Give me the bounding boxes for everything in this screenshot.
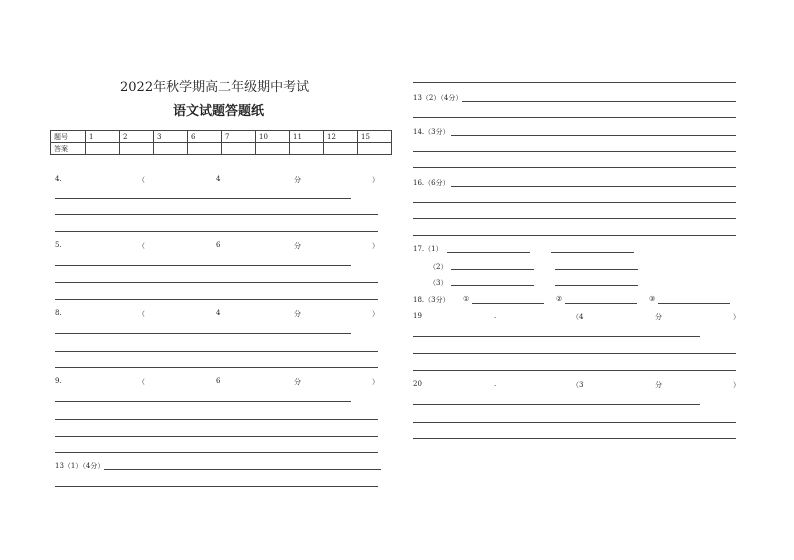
question-8-paren-close: ） bbox=[372, 310, 379, 318]
question-19-unit: 分 bbox=[655, 313, 662, 321]
answer-line[interactable] bbox=[413, 151, 736, 152]
question-18-choice-2: ② bbox=[556, 295, 563, 303]
answer-line[interactable] bbox=[462, 101, 736, 102]
page-title: 2022年秋学期高二年级期中考试 bbox=[120, 80, 310, 95]
question-5-unit: 分 bbox=[294, 242, 301, 250]
question-20-unit: 分 bbox=[655, 381, 662, 389]
answer-line[interactable] bbox=[413, 370, 736, 371]
question-5-paren-close: ） bbox=[372, 242, 379, 250]
question-8-number: 8. bbox=[55, 309, 62, 317]
answer-line[interactable] bbox=[413, 202, 736, 203]
answer-line[interactable] bbox=[55, 231, 378, 232]
question-18-choice-1: ① bbox=[463, 295, 470, 303]
answer-line[interactable] bbox=[55, 401, 351, 402]
question-17-2-label: （2） bbox=[429, 263, 448, 271]
table-cell-number: 11 bbox=[290, 131, 324, 143]
page-subtitle: 语文试题答题纸 bbox=[173, 104, 265, 119]
question-20-number: 20 bbox=[413, 380, 422, 388]
question-13-1-label: 13（1）（4分） bbox=[55, 462, 105, 470]
table-row-label: 答案 bbox=[51, 143, 86, 155]
answer-line[interactable] bbox=[555, 285, 638, 286]
question-20-score: （3 bbox=[572, 381, 584, 389]
question-13-2-label: 13（2）（4分） bbox=[413, 94, 463, 102]
answer-line[interactable] bbox=[413, 167, 736, 168]
question-4-paren-open: （ bbox=[138, 176, 145, 184]
question-9-unit: 分 bbox=[294, 378, 301, 386]
answer-cell[interactable] bbox=[222, 143, 256, 155]
question-14-label: 14.（3分） bbox=[413, 128, 450, 136]
answer-line[interactable] bbox=[55, 265, 351, 266]
question-17-3-label: （3） bbox=[429, 279, 448, 287]
question-5-number: 5. bbox=[55, 241, 62, 249]
question-20-paren-close: ） bbox=[733, 381, 740, 389]
answer-line[interactable] bbox=[658, 303, 730, 304]
answer-line[interactable] bbox=[413, 353, 736, 354]
answer-line[interactable] bbox=[55, 367, 378, 368]
table-cell-number: 10 bbox=[256, 131, 290, 143]
answer-cell[interactable] bbox=[154, 143, 188, 155]
question-9-number: 9. bbox=[55, 377, 62, 385]
question-18-label: 18.（3分） bbox=[413, 296, 450, 304]
answer-line[interactable] bbox=[55, 436, 378, 437]
table-cell-number: 6 bbox=[188, 131, 222, 143]
question-9-paren-close: ） bbox=[372, 378, 379, 386]
table-cell-number: 1 bbox=[86, 131, 120, 143]
answer-line[interactable] bbox=[451, 285, 534, 286]
table-row bbox=[51, 143, 392, 155]
table-row-label: 题号 bbox=[51, 131, 86, 143]
question-8-paren-open: （ bbox=[138, 310, 145, 318]
question-18-choice-3: ③ bbox=[649, 295, 656, 303]
answer-line[interactable] bbox=[413, 82, 736, 83]
table-row bbox=[51, 131, 392, 143]
question-9-paren-open: （ bbox=[138, 378, 145, 386]
question-19-sep: . bbox=[494, 312, 497, 320]
answer-line[interactable] bbox=[413, 404, 700, 405]
answer-line[interactable] bbox=[55, 486, 378, 487]
answer-line[interactable] bbox=[413, 336, 700, 337]
answer-line[interactable] bbox=[472, 303, 544, 304]
question-4-unit: 分 bbox=[294, 176, 301, 184]
answer-line[interactable] bbox=[413, 438, 736, 439]
answer-line[interactable] bbox=[565, 303, 637, 304]
answer-line[interactable] bbox=[447, 252, 530, 253]
answer-cell[interactable] bbox=[358, 143, 392, 155]
answer-line[interactable] bbox=[55, 299, 378, 300]
answer-line[interactable] bbox=[55, 282, 378, 283]
question-20-sep: . bbox=[494, 380, 497, 388]
question-9-score: 6 bbox=[216, 377, 221, 385]
question-4-score: 4 bbox=[216, 175, 221, 183]
answer-cell[interactable] bbox=[290, 143, 324, 155]
answer-line[interactable] bbox=[413, 117, 736, 118]
answer-cell[interactable] bbox=[86, 143, 120, 155]
question-4-number: 4. bbox=[55, 175, 62, 183]
table-cell-number: 12 bbox=[324, 131, 358, 143]
answer-line[interactable] bbox=[55, 333, 351, 334]
answer-line[interactable] bbox=[451, 186, 736, 187]
answer-line[interactable] bbox=[55, 214, 378, 215]
answer-line[interactable] bbox=[551, 252, 634, 253]
answer-cell[interactable] bbox=[256, 143, 290, 155]
answer-table bbox=[50, 130, 392, 155]
answer-line[interactable] bbox=[55, 452, 378, 453]
table-cell-number: 7 bbox=[222, 131, 256, 143]
question-5-paren-open: （ bbox=[138, 242, 145, 250]
answer-line[interactable] bbox=[451, 269, 534, 270]
answer-line[interactable] bbox=[104, 469, 381, 470]
answer-line[interactable] bbox=[55, 351, 378, 352]
answer-cell[interactable] bbox=[188, 143, 222, 155]
question-19-score: （4 bbox=[572, 313, 584, 321]
answer-line[interactable] bbox=[413, 422, 736, 423]
question-17-1-label: 17.（1） bbox=[413, 245, 443, 253]
answer-line[interactable] bbox=[55, 419, 378, 420]
answer-line[interactable] bbox=[55, 198, 351, 199]
table-cell-number: 15 bbox=[358, 131, 392, 143]
question-19-number: 19 bbox=[413, 312, 422, 320]
question-4-paren-close: ） bbox=[372, 176, 379, 184]
question-19-paren-close: ） bbox=[733, 313, 740, 321]
question-5-score: 6 bbox=[216, 241, 221, 249]
table-cell-number: 3 bbox=[154, 131, 188, 143]
answer-cell[interactable] bbox=[324, 143, 358, 155]
answer-line[interactable] bbox=[555, 269, 638, 270]
answer-cell[interactable] bbox=[120, 143, 154, 155]
answer-line[interactable] bbox=[413, 218, 736, 219]
answer-line[interactable] bbox=[413, 235, 736, 236]
question-8-score: 4 bbox=[216, 309, 221, 317]
table-cell-number: 2 bbox=[120, 131, 154, 143]
question-8-unit: 分 bbox=[294, 310, 301, 318]
question-16-label: 16.（6分） bbox=[413, 179, 450, 187]
answer-line[interactable] bbox=[451, 135, 736, 136]
